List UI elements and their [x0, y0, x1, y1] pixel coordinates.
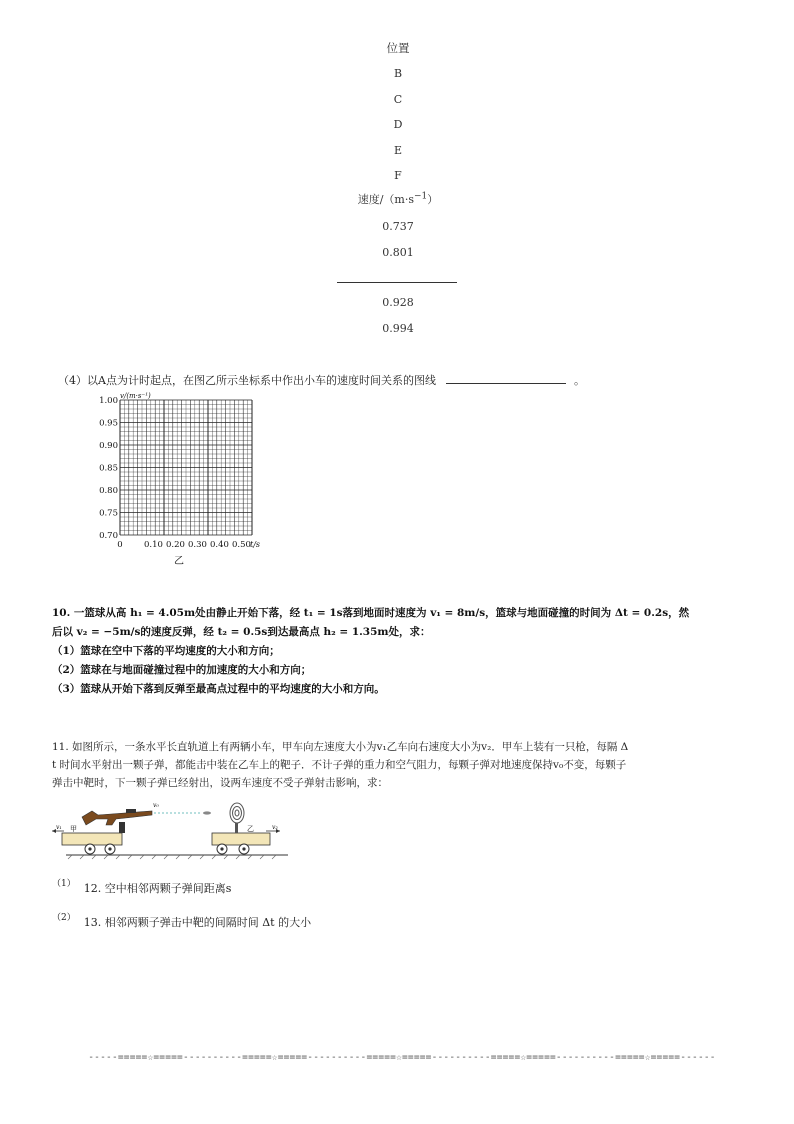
chart-caption: 乙	[174, 556, 184, 567]
chart-xlabel: t/s	[250, 540, 261, 549]
carts-figure	[52, 795, 292, 863]
sub-question-12-num: （1）	[52, 879, 76, 889]
table-position-d: D	[393, 118, 403, 131]
bullet-icon	[203, 811, 211, 814]
y-tick-label: 0.75	[99, 508, 118, 519]
sub-question-13-num: （2）	[52, 913, 76, 923]
question-10-line2: 后以 v₂ = −5m/s的速度反弹，经 t₂ = 0.5s到达最高点 h₂ = 1.35m处，求：	[52, 626, 431, 638]
y-tick-label: 0.80	[99, 486, 118, 496]
question-4: （4）以A点为计时起点，在图乙所示坐标系中作出小车的速度时间关系的图线 。	[58, 374, 585, 387]
target-icon	[230, 803, 244, 833]
sub-question-13	[52, 914, 311, 930]
x-tick-label: 0	[117, 540, 123, 550]
question-11-line3: 弹击中靶时，下一颗子弹已经射出，设两车速度不受子弹射击影响，求：	[52, 777, 388, 789]
y-tick-label: 0.70	[99, 531, 118, 541]
question-10-sub2: （2）篮球在与地面碰撞过程中的加速度的大小和方向；	[52, 664, 312, 676]
table-position-e: E	[393, 144, 403, 157]
cart-yi	[212, 833, 270, 845]
question-11	[52, 738, 752, 792]
velocity-time-chart	[90, 390, 280, 570]
table-position-c: C	[393, 93, 403, 106]
y-tick-label: 0.90	[99, 441, 118, 451]
ground-hatch	[68, 855, 276, 859]
table-position-f: F	[394, 169, 402, 182]
table-speed-c: 0.801	[382, 246, 414, 259]
x-tick-label: 0.40	[210, 540, 229, 550]
y-tick-label: 0.95	[99, 418, 118, 429]
question-11-line2: t 时间水平射出一颗子弹，都能击中装在乙车上的靶子．不计子弹的重力和空气阻力，每颗子弹对地速度保持v₀不变，每颗子	[52, 759, 627, 771]
chart-ylabel: v/(m·s⁻¹)	[120, 392, 151, 400]
table-speed-b: 0.737	[382, 220, 414, 233]
sub-question-12	[52, 880, 231, 896]
table-speed-e: 0.928	[382, 296, 414, 309]
cart-jia	[62, 833, 122, 845]
x-tick-label: 0.30	[188, 540, 207, 550]
x-tick-label: 0.20	[166, 540, 185, 550]
label-v2: v₂	[272, 824, 278, 831]
label-v0: v₀	[153, 802, 159, 809]
question-10-line1: 10. 一篮球从高 h₁ = 4.05m处由静止开始下落，经 t₁ = 1s落到地面时速度为 v₁ = 8m/s，篮球与地面碰撞的时间为 Δt = 0.2s，然	[52, 607, 690, 619]
table-position-b: B	[393, 67, 403, 80]
table-header-position: 位置	[386, 41, 410, 55]
y-tick-label: 0.85	[99, 463, 118, 474]
answer-blank[interactable]	[446, 373, 566, 384]
label-yi: 乙	[247, 825, 254, 833]
y-tick-label: 1.00	[99, 396, 118, 406]
label-jia: 甲	[70, 825, 77, 833]
x-tick-label: 0.10	[144, 540, 163, 550]
question-10-sub1: （1）篮球在空中下落的平均速度的大小和方向；	[52, 645, 280, 657]
question-10	[52, 604, 752, 699]
table-speed-f: 0.994	[382, 322, 414, 335]
chart-grid	[120, 400, 252, 535]
sub-question-13-text: 13. 相邻两颗子弹击中靶的间隔时间 Δt 的大小	[83, 916, 312, 929]
table-speed-d-blank[interactable]	[337, 282, 457, 283]
chart-ticks	[99, 396, 251, 550]
table-header-speed: 速度$/(m\cdot s^{-1})$	[357, 191, 439, 206]
sub-question-12-text: 12. 空中相邻两颗子弹间距离s	[83, 882, 232, 895]
label-v1: v₁	[56, 824, 62, 831]
page-footer-divider: -----=====☆=====----------=====☆=====----------=====☆=====----------=====☆=====----------=====☆=====------	[88, 1052, 716, 1063]
question-10-sub3: （3）篮球从开始下落到反弹至最高点过程中的平均速度的大小和方向。	[52, 683, 385, 695]
x-tick-label: 0.50	[232, 540, 251, 550]
gun-icon	[82, 809, 152, 833]
question-11-line1: 11. 如图所示，一条水平长直轨道上有两辆小车，甲车向左速度大小为v₁乙车向右速度大小为v₂．甲车上装有一只枪，每隔 Δ	[52, 741, 629, 753]
